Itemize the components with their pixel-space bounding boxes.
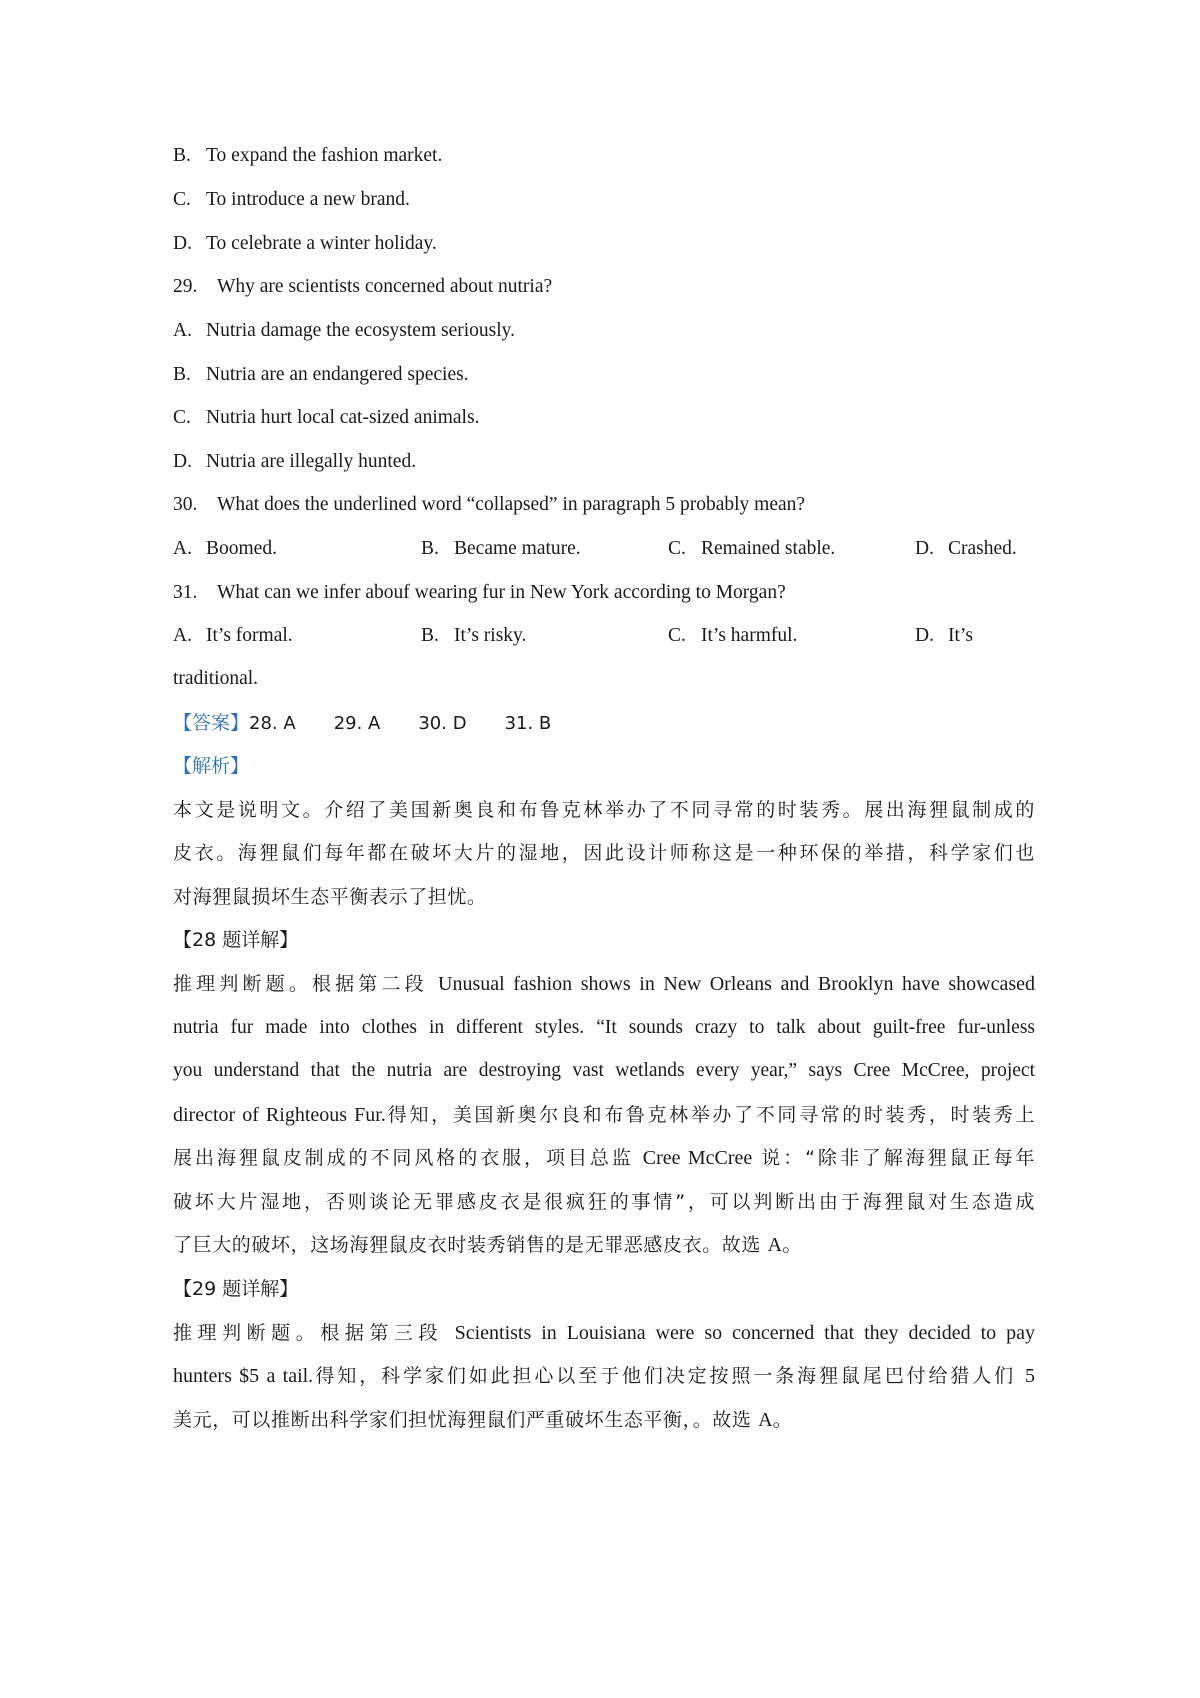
detail-en-name: Cree McCree <box>642 1147 753 1169</box>
detail28-line <box>173 1100 1035 1130</box>
question-number: 29. <box>173 276 198 297</box>
option-text: Became mature. <box>454 538 581 559</box>
detail-answer: A。 <box>767 1234 803 1256</box>
option-letter: D. <box>915 625 934 646</box>
q30-option-c <box>668 534 835 564</box>
option-letter: D. <box>173 451 192 472</box>
q31-option-d-wrap: traditional. <box>173 668 259 689</box>
detail28-line: 破坏大片湿地，否则谈论无罪感皮衣是很疯狂的事情”，可以判断出由于海狸鼠对生态造成 <box>173 1191 1035 1213</box>
detail28-line: you understand that the nutria are destroying vast wetlands every year,” says Cree McCree, project <box>173 1060 1035 1081</box>
detail29-line <box>173 1318 1035 1348</box>
detail-cn-text: 了巨大的破坏，这场海狸鼠皮衣时装秀销售的是无罪恶感皮衣。故选 <box>173 1234 762 1256</box>
answer-label: 【答案】 <box>173 712 250 734</box>
q31-options <box>173 621 1035 651</box>
question-number: 31. <box>173 582 198 603</box>
q31-option-b <box>421 621 526 651</box>
q28-option-c <box>173 185 1035 215</box>
q29-option-b <box>173 360 1035 390</box>
analysis-line: 对海狸鼠损坏生态平衡表示了担忧。 <box>173 886 487 908</box>
option-letter: A. <box>173 538 192 559</box>
q31-question <box>173 578 1035 608</box>
q29-option-c <box>173 403 1035 433</box>
option-text: To introduce a new brand. <box>206 189 410 210</box>
detail-cn-text: 得知，美国新奥尔良和布鲁克林举办了不同寻常的时装秀，时装秀上 <box>385 1104 1035 1126</box>
question-text: Why are scientists concerned about nutria? <box>217 276 553 297</box>
answer-item: 30. D <box>418 713 467 734</box>
option-letter: C. <box>668 538 686 559</box>
detail-cn-text: 展出海狸鼠皮制成的不同风格的衣服，项目总监 <box>173 1147 634 1169</box>
detail28-line: nutria fur made into clothes in different styles. “It sounds crazy to talk about guilt-free fur-unless <box>173 1017 1035 1038</box>
option-text: It’s risky. <box>454 625 527 646</box>
detail-cn-text: 美元，可以推断出科学家们担忧海狸鼠们严重破坏生态平衡，。故选 <box>173 1409 752 1431</box>
option-letter: C. <box>173 189 191 210</box>
option-letter: C. <box>173 407 191 428</box>
analysis-line: 皮衣。海狸鼠们每年都在破坏大片的湿地，因此设计师称这是一种环保的举措，科学家们也 <box>173 842 1035 864</box>
option-text: Boomed. <box>206 538 277 559</box>
detail29-line <box>173 1405 1035 1435</box>
detail28-line <box>173 1143 1035 1173</box>
q31-option-d <box>915 621 973 651</box>
question-text: What does the underlined word “collapsed” in paragraph 5 probably mean? <box>217 494 806 515</box>
q28-option-b <box>173 141 1035 171</box>
q30-question <box>173 490 1035 520</box>
detail-number: 5 <box>1025 1365 1035 1387</box>
answer-item: 31. B <box>504 713 552 734</box>
q31-option-a <box>173 621 293 651</box>
detail28-heading: 【28 题详解】 <box>173 929 299 951</box>
option-letter: D. <box>173 233 192 254</box>
q30-options <box>173 534 1035 564</box>
detail-en-quote: hunters $5 a tail. <box>173 1365 314 1387</box>
q30-option-b <box>421 534 581 564</box>
detail28-line <box>173 969 1035 999</box>
answer-item: 28. A <box>249 713 296 734</box>
detail-en-quote: director of Righteous Fur. <box>173 1104 386 1126</box>
answer-line <box>173 708 1035 739</box>
analysis-heading <box>173 751 1035 782</box>
q29-option-d <box>173 447 1035 477</box>
detail29-line <box>173 1361 1035 1391</box>
option-letter: C. <box>668 625 686 646</box>
option-text: Nutria are an endangered species. <box>206 364 469 385</box>
option-text: To expand the fashion market. <box>206 145 443 166</box>
q31-option-c <box>668 621 797 651</box>
detail-en-quote: Scientists in Louisiana were so concerned that they decided to pay <box>454 1322 1035 1344</box>
q29-question <box>173 272 1035 302</box>
option-text: It’s formal. <box>206 625 293 646</box>
option-letter: B. <box>173 364 191 385</box>
detail29-heading: 【29 题详解】 <box>173 1278 299 1300</box>
option-text: Nutria damage the ecosystem seriously. <box>206 320 516 341</box>
option-text: Crashed. <box>948 538 1017 559</box>
option-text: It’s harmful. <box>701 625 798 646</box>
option-letter: A. <box>173 625 192 646</box>
q28-option-d <box>173 229 1035 259</box>
option-text: To celebrate a winter holiday. <box>206 233 437 254</box>
option-text: Remained stable. <box>701 538 836 559</box>
q30-option-d <box>915 534 1017 564</box>
detail-answer: A。 <box>758 1409 793 1431</box>
option-letter: D. <box>915 538 934 559</box>
detail-cn-text: 说：“除非了解海狸鼠正每年 <box>761 1147 1035 1169</box>
detail-cn-text: 推理判断题。根据第二段 <box>173 973 428 995</box>
q29-option-a <box>173 316 1035 346</box>
option-text: It’s <box>948 625 973 646</box>
detail-cn-text: 推理判断题。根据第三段 <box>173 1322 443 1344</box>
detail28-line <box>173 1230 1035 1260</box>
analysis-line: 本文是说明文。介绍了美国新奥良和布鲁克林举办了不同寻常的时装秀。展出海狸鼠制成的 <box>173 799 1035 821</box>
analysis-label: 【解析】 <box>173 755 250 777</box>
detail-en-quote: Unusual fashion shows in New Orleans and Brooklyn have showcased <box>438 973 1035 995</box>
question-text: What can we infer abouf wearing fur in New York according to Morgan? <box>217 582 786 603</box>
question-number: 30. <box>173 494 198 515</box>
option-letter: B. <box>421 625 439 646</box>
option-letter: A. <box>173 320 192 341</box>
detail-cn-text: 得知，科学家们如此担心以至于他们决定按照一条海狸鼠尾巴付给猎人们 <box>313 1365 1017 1387</box>
option-letter: B. <box>421 538 439 559</box>
answer-item: 29. A <box>333 713 381 734</box>
option-text: Nutria hurt local cat-sized animals. <box>206 407 480 428</box>
q30-option-a <box>173 534 277 564</box>
option-letter: B. <box>173 145 191 166</box>
option-text: Nutria are illegally hunted. <box>206 451 417 472</box>
